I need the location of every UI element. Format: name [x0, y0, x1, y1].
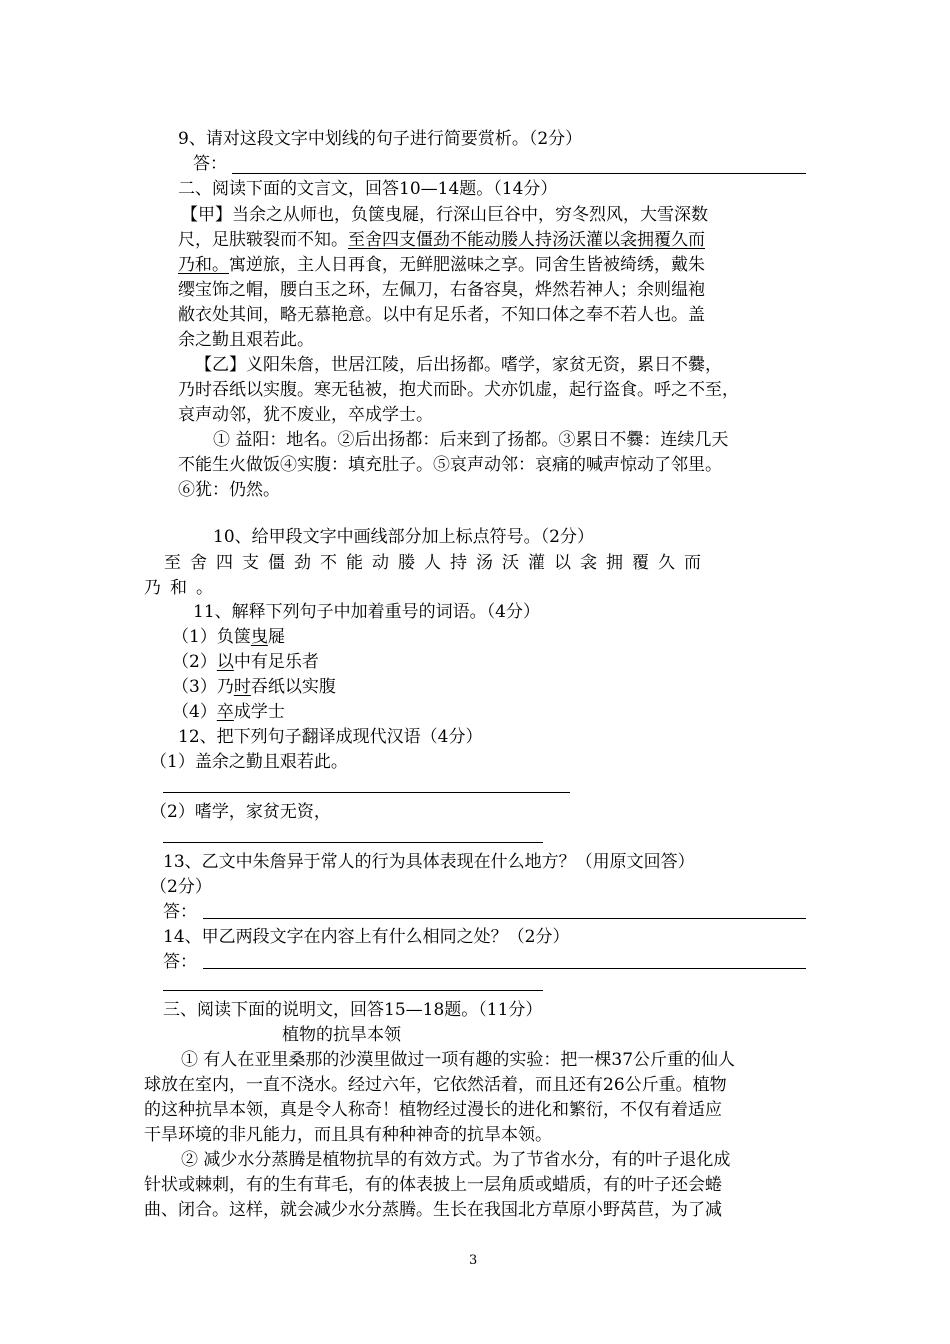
q10-question: 10、给甲段文字中画线部分加上标点符号。（2分） [213, 527, 594, 547]
q10-text-line2: 乃和。 [144, 578, 222, 598]
q12-answer-line-1[interactable] [163, 792, 570, 793]
q9-answer-line[interactable] [232, 173, 806, 174]
jia-line1: 【甲】当余之从师也，负箧曳屣，行深山巨谷中，穷冬烈风，大雪深数 [181, 205, 708, 225]
article-p1-line4: 干旱环境的非凡能力，而且具有种种神奇的抗旱本领。 [144, 1125, 552, 1145]
q9-answer-label: 答： [193, 154, 227, 174]
q13-answer-label: 答： [163, 902, 197, 922]
q10-text-line1: 至舍四支僵劲不能动媵人持汤沃灌以衾拥覆久而 [164, 553, 710, 573]
q14-answer-line-2[interactable] [163, 990, 543, 991]
notes-line2: 不能生火做饭④实腹：填充肚子。⑤哀声动邻：哀痛的喊声惊动了邻里。 [178, 455, 722, 475]
jia-line3-rest: 寓逆旅，主人日再食，无鲜肥滋味之享。同舍生皆被绮绣，戴朱 [229, 255, 705, 275]
q11-item-post: 成学士 [233, 702, 285, 722]
article-title: 植物的抗旱本领 [282, 1025, 401, 1045]
article-p1-line2: 球放在室内，一直不浇水。经过六年，它依然活着，而且还有26公斤重。植物 [144, 1075, 727, 1095]
q14-question: 14、甲乙两段文字在内容上有什么相同之处？（2分） [163, 927, 570, 947]
q12-answer-line-2[interactable] [163, 842, 543, 843]
q11-item-post: 屣 [267, 627, 285, 647]
jia-line2-plain: 尺，足肤皲裂而不知。 [178, 230, 348, 250]
jia-line3 [178, 253, 705, 278]
q14-answer-line-1[interactable] [203, 968, 806, 969]
jia-line3-underlined: 乃和。 [178, 255, 229, 275]
q11-item-key: 曳 [250, 627, 268, 647]
q11-item-pre: 负箧 [216, 627, 251, 647]
yi-line1: 【乙】义阳朱詹，世居江陵，后出扬都。嗜学，家贫无资，累日不爨， [195, 355, 722, 375]
q14-answer-label: 答： [163, 952, 197, 972]
section3-heading: 三、阅读下面的说明文，回答15—18题。（11分） [163, 1000, 543, 1020]
q9-question: 9、请对这段文字中划线的句子进行简要赏析。（2分） [178, 129, 583, 149]
jia-line6: 余之勤且艰若此。 [178, 330, 314, 350]
section2-heading: 二、阅读下面的文言文，回答10—14题。（14分） [178, 179, 558, 199]
yi-line2: 乃时吞纸以实腹。寒无毡被，抱犬而卧。犬亦饥虚，起行盗食。呼之不至， [178, 380, 739, 400]
q11-question: 11、解释下列句子中加着重号的词语。（4分） [193, 602, 540, 622]
jia-line5: 敝衣处其间，略无慕艳意。以中有足乐者，不知口体之奉不若人也。盖 [178, 305, 705, 325]
q12-question: 12、把下列句子翻译成现代汉语（4分） [178, 727, 483, 747]
q13-answer-line[interactable] [203, 918, 806, 919]
q11-item-num: （1） [172, 627, 217, 647]
q11-item-key: 时 [233, 677, 251, 697]
q12-item1: （1）盖余之勤且艰若此。 [150, 752, 348, 772]
q11-item-4 [172, 700, 285, 725]
q11-item-2 [172, 650, 319, 675]
article-p2-line2: 针状或棘刺，有的生有茸毛，有的体表披上一层角质或蜡质，有的叶子还会蜷 [144, 1175, 722, 1195]
notes-line3: ⑥犹：仍然。 [178, 480, 280, 500]
q13-score: （2分） [150, 877, 212, 897]
q11-item-key: 卒 [216, 702, 234, 722]
jia-line2 [178, 228, 705, 253]
q11-item-post: 中有足乐者 [233, 652, 319, 672]
jia-line2-underlined: 至舍四支僵劲不能动媵人持汤沃灌以衾拥覆久而 [348, 230, 705, 250]
q12-item2: （2）嗜学，家贫无资， [150, 802, 331, 822]
q11-item-pre: 乃 [216, 677, 234, 697]
q11-item-3 [172, 675, 336, 700]
notes-line1: ① 益阳：地名。②后出扬都：后来到了扬都。③累日不爨：连续几天 [213, 430, 729, 450]
q13-question: 13、乙文中朱詹异于常人的行为具体表现在什么地方？（用原文回答） [163, 852, 695, 872]
article-p2-line3: 曲、闭合。这样，就会减少水分蒸腾。生长在我国北方草原小野莴苣，为了减 [144, 1200, 722, 1220]
q11-item-num: （3） [172, 677, 217, 697]
q11-item-num: （2） [172, 652, 217, 672]
article-p1-line1: ① 有人在亚里桑那的沙漠里做过一项有趣的实验：把一棵37公斤重的仙人 [181, 1050, 736, 1070]
page-number: 3 [469, 1253, 478, 1268]
yi-line3: 哀声动邻，犹不废业，卒成学士。 [178, 405, 433, 425]
q11-item-post: 吞纸以实腹 [250, 677, 336, 697]
article-p1-line3: 的这种抗旱本领，真是令人称奇！植物经过漫长的进化和繁衍，不仅有着适应 [144, 1100, 722, 1120]
jia-line4: 缨宝饰之帽，腰白玉之环，左佩刀，右备容臭，烨然若神人；余则缊袍 [178, 280, 705, 300]
q11-item-1 [172, 625, 285, 650]
article-p2-line1: ② 减少水分蒸腾是植物抗旱的有效方式。为了节省水分，有的叶子退化成 [181, 1150, 731, 1170]
q11-item-key: 以 [216, 652, 234, 672]
q11-item-num: （4） [172, 702, 217, 722]
